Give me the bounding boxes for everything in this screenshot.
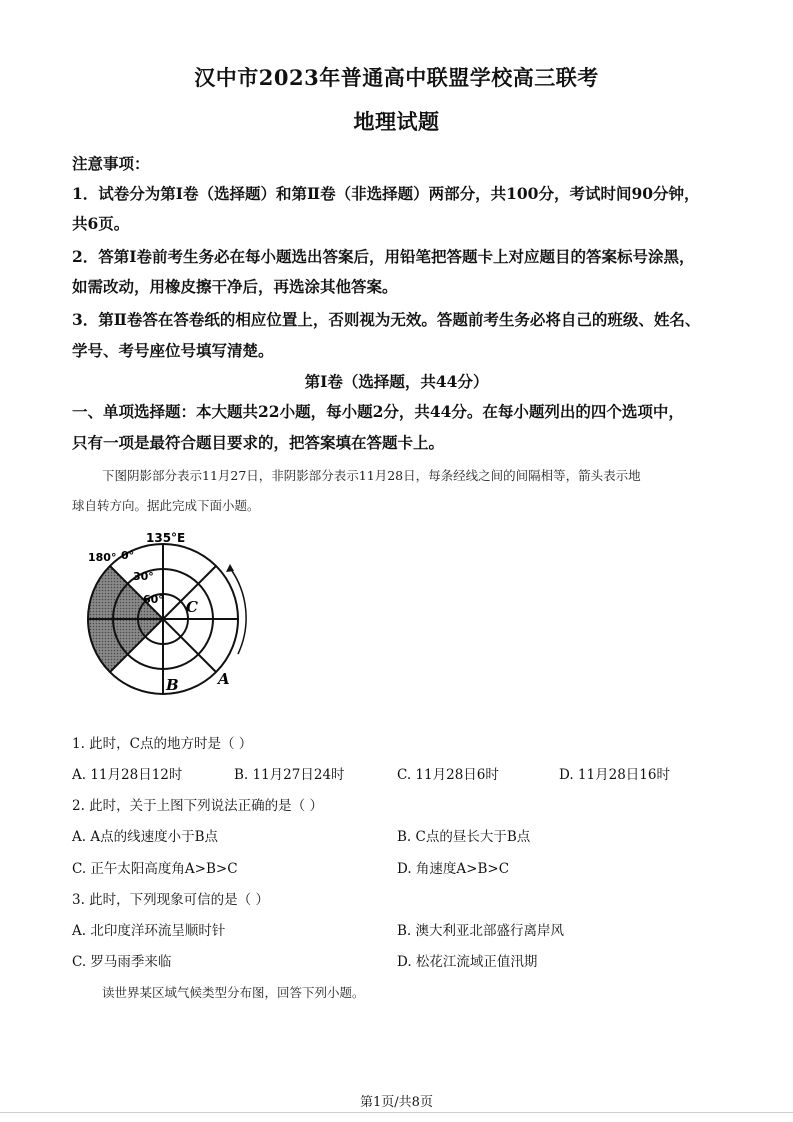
label-a: A bbox=[218, 670, 230, 688]
label-c: C bbox=[186, 598, 198, 616]
material-2-text: 读世界某区域气候类型分布图，回答下列小题。 bbox=[102, 985, 365, 1000]
question-2-stem: 2. 此时，关于上图下列说法正确的是（ ） bbox=[72, 798, 323, 814]
question-3-option-b: B. 澳大利亚北部盛行离岸风 bbox=[397, 923, 565, 939]
material-1-text-cont: 球自转方向。据此完成下面小题。 bbox=[72, 498, 260, 513]
question-1-option-b: B. 11月27日24时 bbox=[234, 767, 345, 783]
section-heading: 第Ⅰ卷（选择题，共44分） bbox=[304, 372, 489, 391]
polar-view-diagram bbox=[80, 526, 250, 698]
notice-item-3-cont: 学号、考号座位号填写清楚。 bbox=[72, 341, 274, 360]
label-180: 180° bbox=[88, 551, 117, 564]
label-135e: 135°E bbox=[146, 531, 186, 545]
notice-item-1-cont: 共6页。 bbox=[72, 214, 130, 233]
page-title: 汉中市2023年普通高中联盟学校高三联考 bbox=[194, 65, 599, 90]
label-0: 0° bbox=[121, 549, 135, 562]
label-b: B bbox=[166, 676, 179, 694]
question-1-option-a: A. 11月28日12时 bbox=[72, 767, 183, 783]
rotation-arrowhead-icon bbox=[226, 564, 234, 572]
subject-title: 地理试题 bbox=[353, 109, 440, 134]
notice-item-3: 3．第Ⅱ卷答在答卷纸的相应位置上，否则视为无效。答题前考生务必将自己的班级、姓名、 bbox=[72, 310, 701, 329]
question-3-option-d: D. 松花江流域正值汛期 bbox=[397, 954, 538, 970]
question-2-option-b: B. C点的昼长大于B点 bbox=[397, 829, 531, 845]
question-2-option-d: D. 角速度A>B>C bbox=[397, 861, 510, 877]
label-30: 30° bbox=[133, 570, 154, 583]
footer-divider bbox=[0, 1112, 793, 1113]
question-2-option-a: A. A点的线速度小于B点 bbox=[72, 829, 219, 845]
question-2-option-c: C. 正午太阳高度角A>B>C bbox=[72, 861, 238, 877]
question-3-option-c: C. 罗马雨季来临 bbox=[72, 954, 172, 970]
question-1-option-c: C. 11月28日6时 bbox=[397, 767, 499, 783]
question-1-option-d: D. 11月28日16时 bbox=[559, 767, 670, 783]
label-60: 60° bbox=[143, 593, 164, 606]
notice-item-1: 1．试卷分为第Ⅰ卷（选择题）和第Ⅱ卷（非选择题）两部分，共100分，考试时间90分钟， bbox=[72, 184, 700, 203]
question-3-stem: 3. 此时，下列现象可信的是（ ） bbox=[72, 892, 269, 908]
section-intro: 一、单项选择题：本大题共22小题，每小题2分，共44分。在每小题列出的四个选项中， bbox=[72, 402, 684, 421]
notice-item-2: 2．答第Ⅰ卷前考生务必在每小题选出答案后，用铅笔把答题卡上对应题目的答案标号涂黑， bbox=[72, 247, 695, 266]
notice-heading: 注意事项： bbox=[72, 154, 150, 173]
notice-item-2-cont: 如需改动，用橡皮擦干净后，再选涂其他答案。 bbox=[72, 277, 398, 296]
section-intro-cont: 只有一项是最符合题目要求的，把答案填在答题卡上。 bbox=[72, 433, 445, 452]
material-1-text: 下图阴影部分表示11月27日，非阴影部分表示11月28日，每条经线之间的间隔相等，箭头表示地 bbox=[102, 468, 641, 483]
question-3-option-a: A. 北印度洋环流呈顺时针 bbox=[72, 923, 226, 939]
page-footer: 第1页/共8页 bbox=[360, 1095, 433, 1110]
question-1-stem: 1. 此时，C点的地方时是（ ） bbox=[72, 736, 253, 752]
